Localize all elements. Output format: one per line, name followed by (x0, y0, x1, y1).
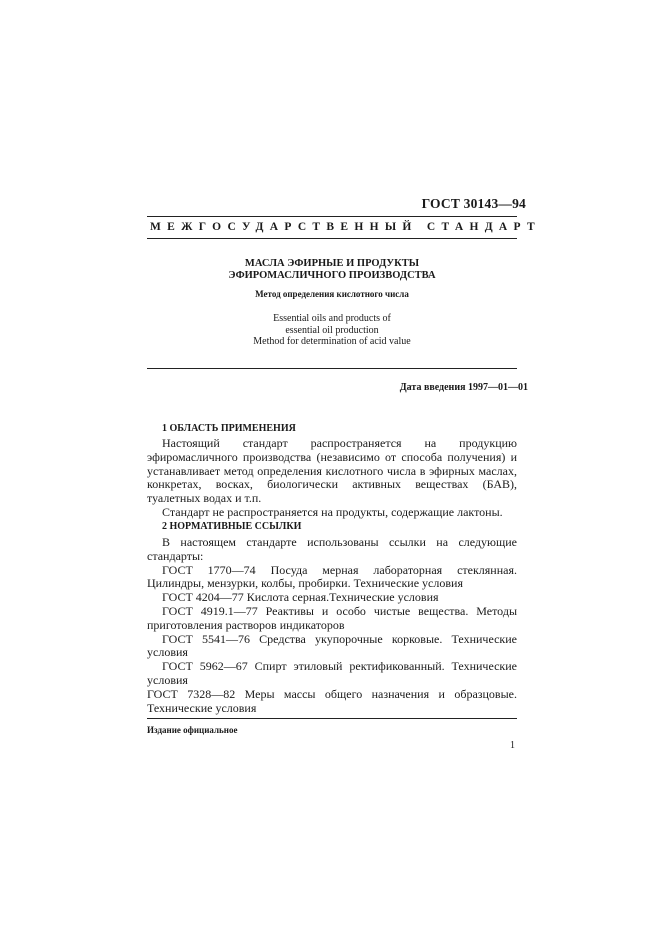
reference-item: ГОСТ 5541—76 Средства укупорочные корковые. Технические условия (147, 631, 517, 660)
section-1-heading: 1 ОБЛАСТЬ ПРИМЕНЕНИЯ (162, 423, 296, 434)
title-line-1: МАСЛА ЭФИРНЫЕ И ПРОДУКТЫ (244, 258, 420, 269)
section-1-body (147, 437, 517, 520)
english-title (147, 313, 517, 348)
top-rule-2 (147, 238, 517, 239)
method-subtitle: Метод определения кислотного числа (255, 289, 409, 299)
english-title-line-3: Method for determination of acid value (253, 336, 411, 347)
reference-item: ГОСТ 7328—82 Меры массы общего назначения и образцовые. Технические условия (147, 686, 517, 715)
section-1-paragraph-2: Стандарт не распространяется на продукты, содержащие лактоны. (162, 504, 503, 519)
reference-item: ГОСТ 1770—74 Посуда мерная лабораторная стеклянная. Цилиндры, мензурки, колбы, пробирки. Технические условия (147, 562, 517, 591)
reference-item: ГОСТ 4204—77 Кислота серная.Технические условия (162, 590, 439, 605)
document-title (147, 258, 517, 282)
page-number: 1 (510, 740, 515, 751)
title-line-2: ЭФИРОМАСЛИЧНОГО ПРОИЗВОДСТВА (228, 270, 436, 281)
official-edition-note: Издание официальное (147, 725, 238, 735)
section-2-body (147, 536, 517, 715)
introduction-date: Дата введения 1997—01—01 (399, 382, 528, 393)
english-title-line-2: essential oil production (285, 324, 379, 336)
interstate-standard-heading: МЕЖГОСУДАРСТВЕННЫЙ СТАНДАРТ (150, 221, 541, 233)
section-2-heading: 2 НОРМАТИВНЫЕ ССЫЛКИ (162, 521, 302, 532)
section-1-paragraph-1: Настоящий стандарт распространяется на продукцию эфиромасличного производства (независимо от способа получения) и устанавливает метод определения кислотного числа в эфирных маслах, конкретах, восках, биологически активных веществах (БАВ), туалетных водах и т.п. (147, 436, 517, 506)
english-title-line-1: Essential oils and products of (273, 313, 391, 324)
reference-item: ГОСТ 4919.1—77 Реактивы и особо чистые вещества. Методы приготовления растворов индикаторов (147, 603, 517, 632)
footer-rule (147, 718, 517, 719)
section-2-intro: В настоящем стандарте использованы ссылки на следующие стандарты: (147, 535, 517, 563)
reference-item: ГОСТ 5962—67 Спирт этиловый ректификованный. Технические условия (147, 659, 517, 687)
top-rule-1 (147, 216, 517, 217)
gost-number: ГОСТ 30143—94 (421, 196, 526, 211)
title-rule (147, 368, 517, 369)
